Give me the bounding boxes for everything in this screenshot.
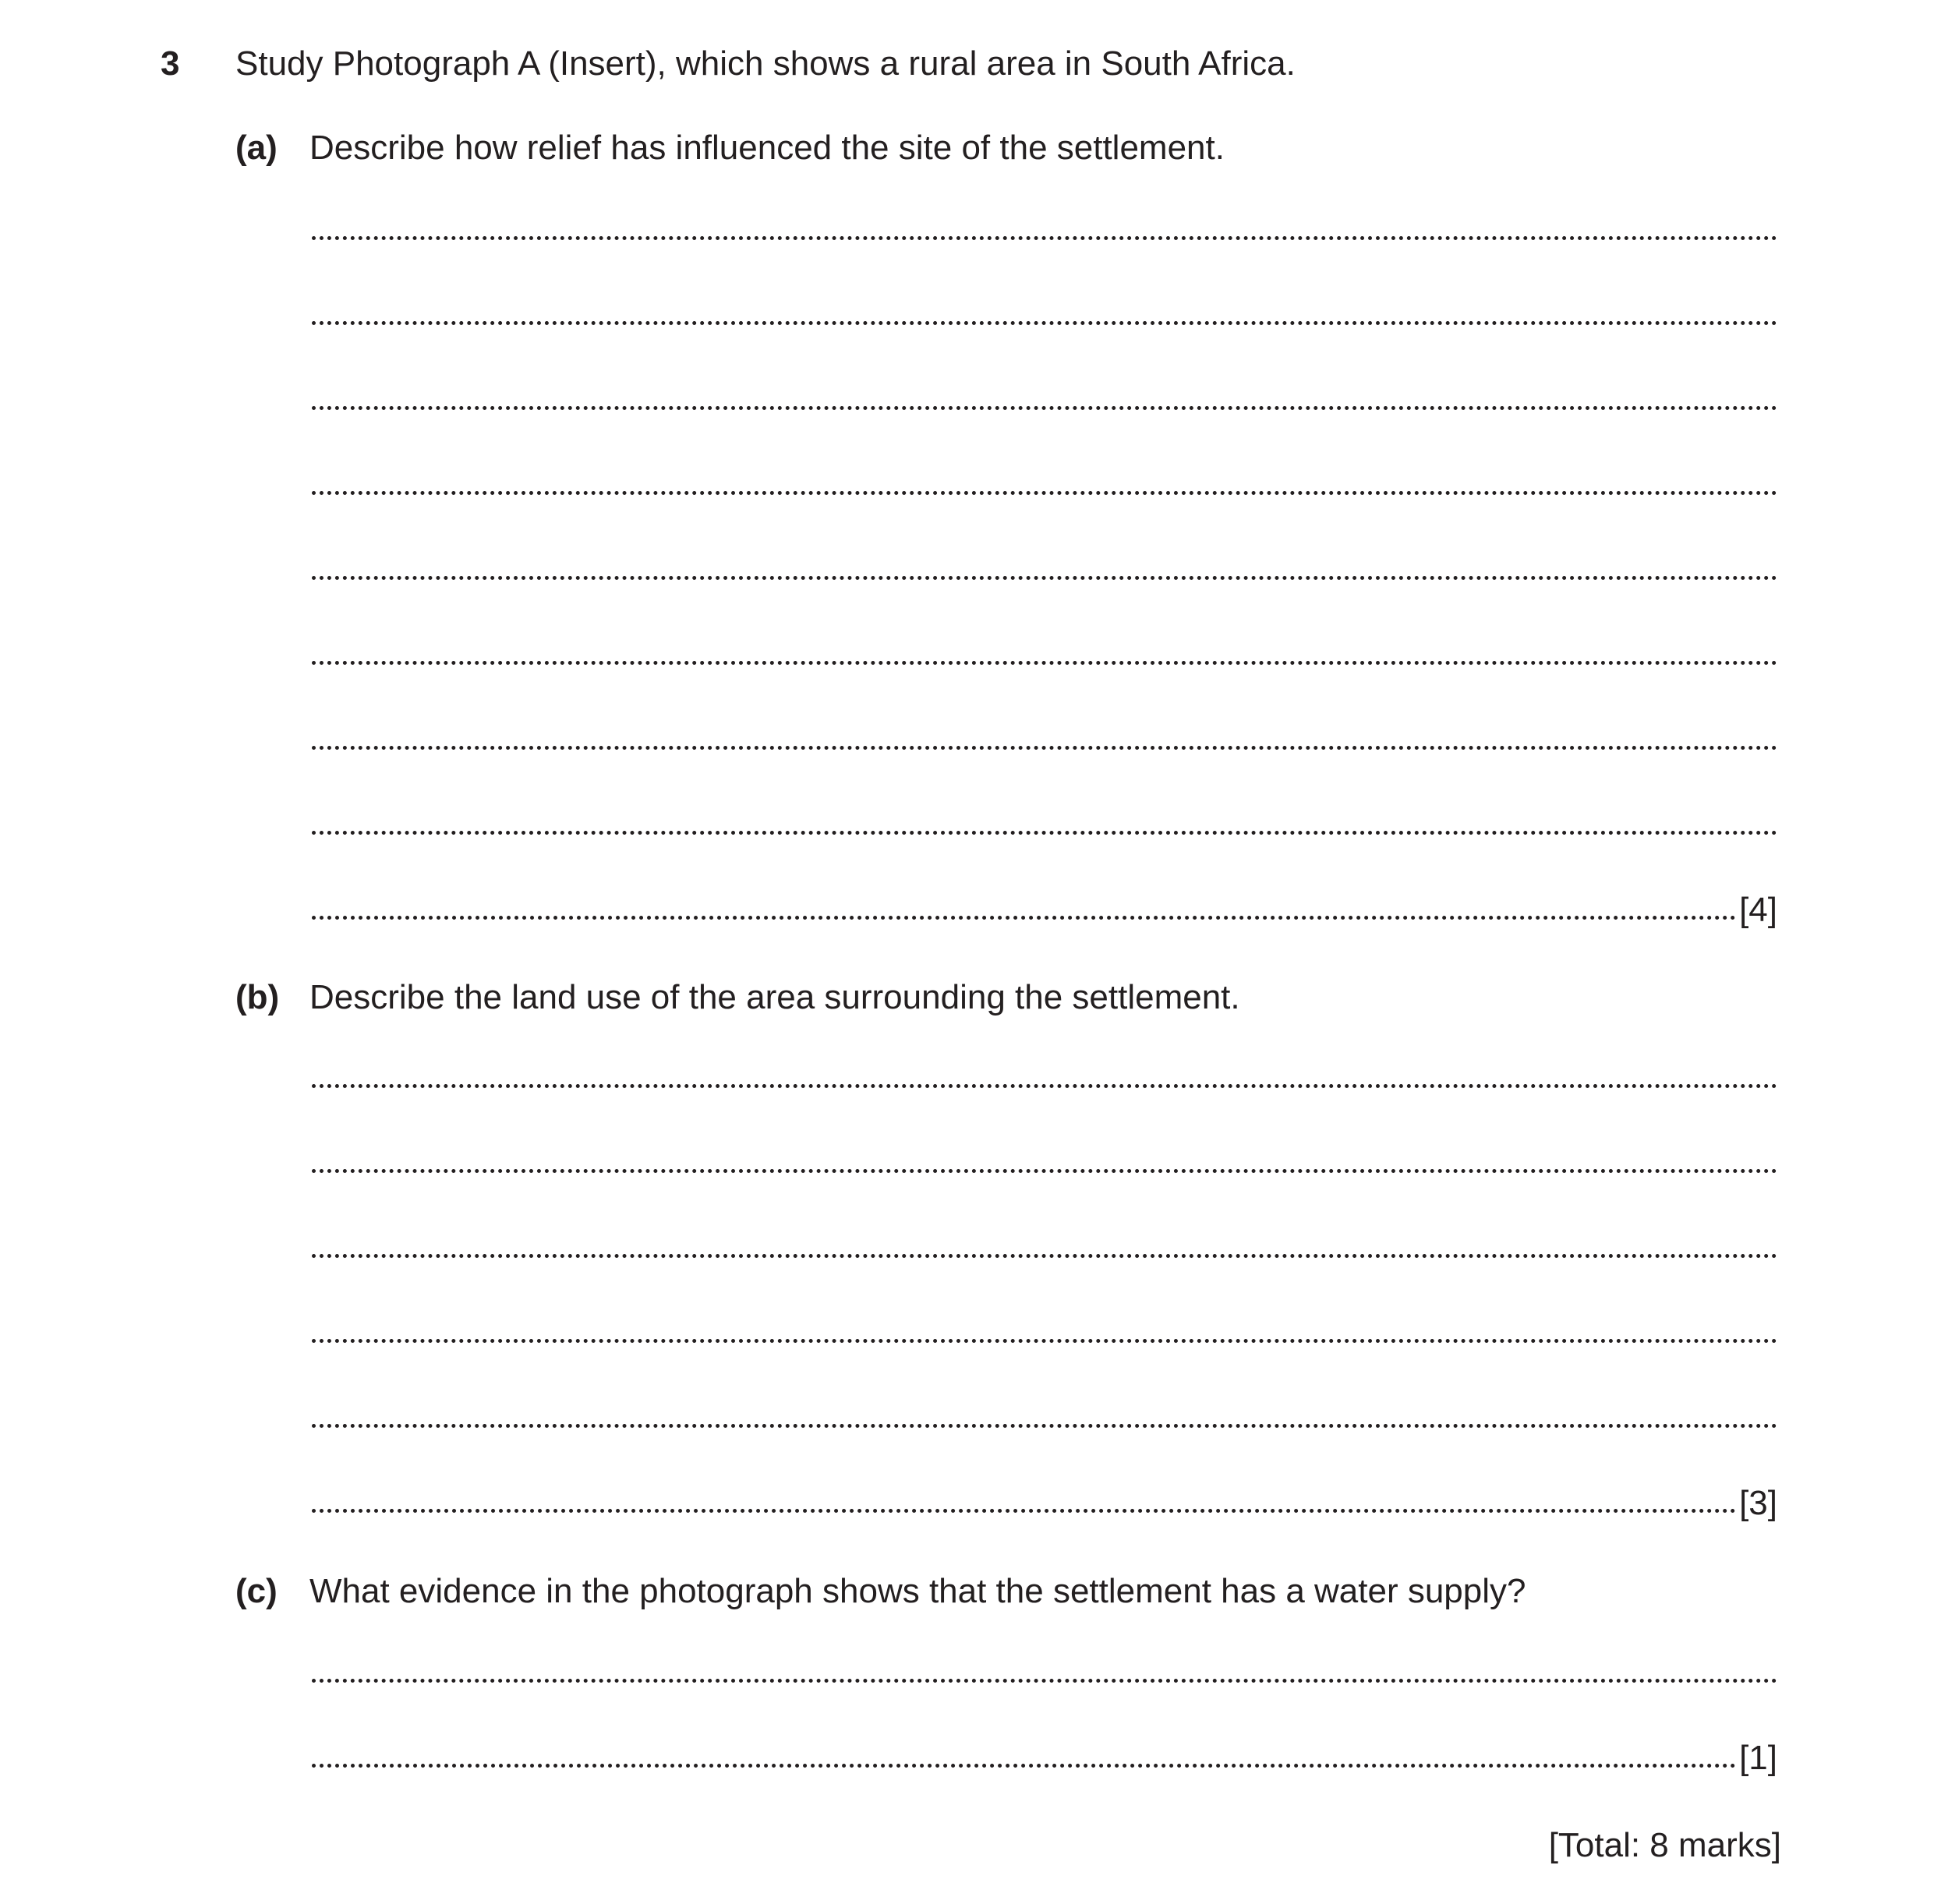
part-c-label: (c) — [235, 1572, 278, 1610]
answer-line-a5[interactable] — [312, 550, 1777, 585]
answer-line-a9[interactable] — [312, 890, 1777, 929]
answer-line-a1[interactable] — [312, 210, 1777, 245]
answer-line-b2[interactable] — [312, 1143, 1777, 1178]
part-b-label: (b) — [235, 978, 280, 1016]
marks-c: [1] — [1739, 1739, 1777, 1777]
answer-line-a3[interactable] — [312, 380, 1777, 415]
answer-line-a6[interactable] — [312, 635, 1777, 669]
question-stem: Study Photograph A (Insert), which shows a rural area in South Africa. — [235, 44, 1296, 83]
answer-line-b6[interactable] — [312, 1483, 1777, 1522]
part-c-text: What evidence in the photograph shows that the settlement has a water supply? — [309, 1572, 1526, 1610]
total-marks: [Total: 8 marks] — [1548, 1826, 1781, 1864]
part-a-text: Describe how relief has influenced the site of the settlement. — [309, 129, 1225, 167]
answer-line-b4[interactable] — [312, 1313, 1777, 1348]
answer-line-b1[interactable] — [312, 1058, 1777, 1093]
answer-line-a8[interactable] — [312, 805, 1777, 839]
answer-line-b3[interactable] — [312, 1228, 1777, 1263]
answer-line-a4[interactable] — [312, 465, 1777, 500]
answer-line-a2[interactable] — [312, 295, 1777, 330]
marks-b: [3] — [1739, 1484, 1777, 1522]
answer-line-b5[interactable] — [312, 1398, 1777, 1432]
answer-line-a7[interactable] — [312, 720, 1777, 754]
answer-line-c2[interactable] — [312, 1738, 1777, 1777]
marks-a: [4] — [1739, 891, 1777, 929]
question-number: 3 — [161, 44, 180, 83]
answer-line-c1[interactable] — [312, 1653, 1777, 1687]
part-a-label: (a) — [235, 129, 278, 167]
part-b-text: Describe the land use of the area surrounding the settlement. — [309, 978, 1240, 1016]
